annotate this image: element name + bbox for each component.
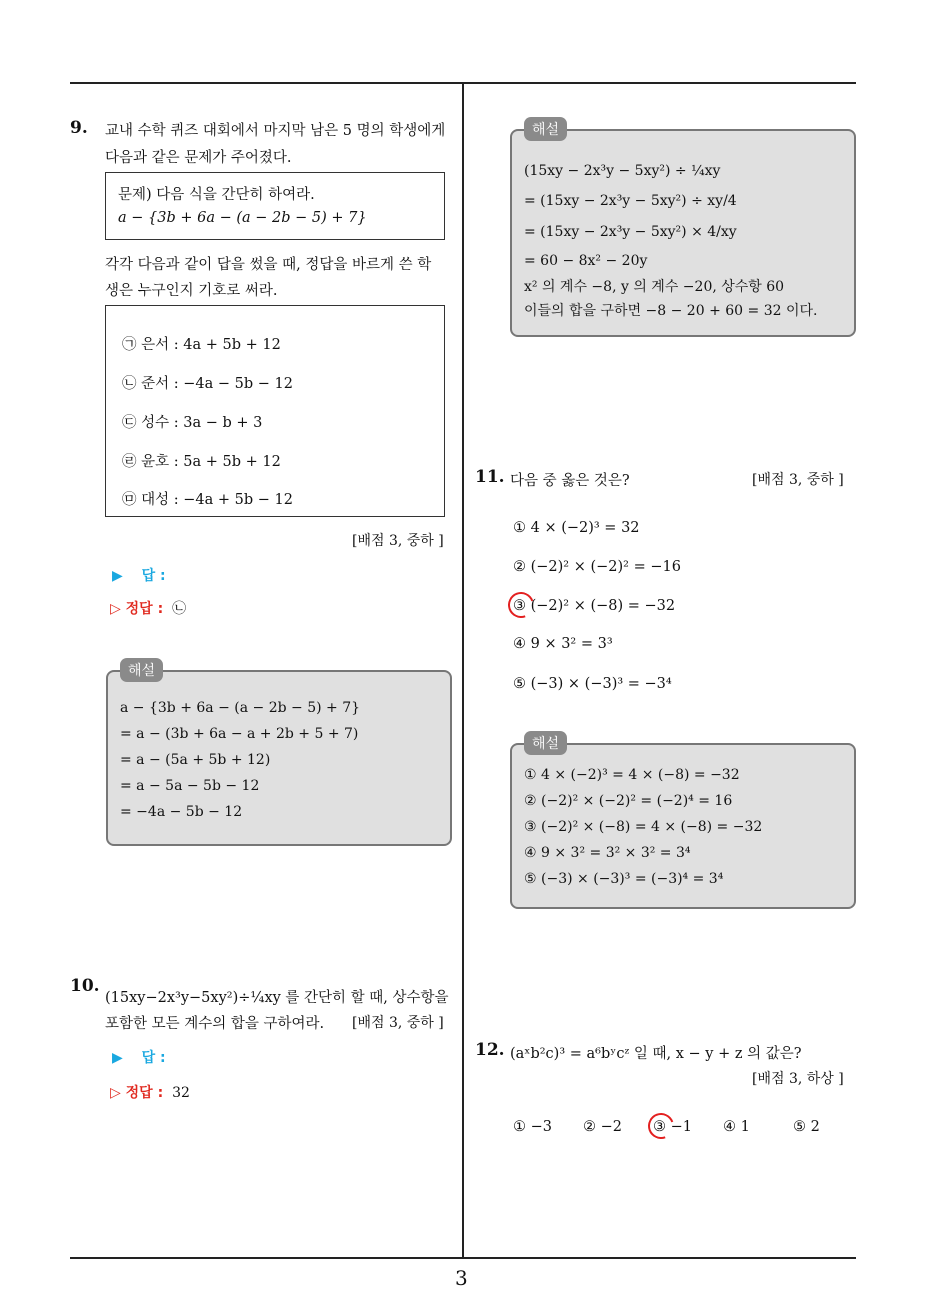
outline-arrow-icon: ▷ bbox=[110, 601, 121, 617]
q9-option-3 bbox=[122, 411, 262, 432]
q9-solution-line: = a − (5a + 5b + 12) bbox=[120, 752, 271, 768]
q9-option-symbol: ㉠ bbox=[122, 337, 137, 353]
q11-solution-line: ⑤ (−3) × (−3)³ = (−3)⁴ = 3⁴ bbox=[524, 871, 724, 887]
q10-meta: [배점 3, 중하 ] bbox=[352, 1015, 444, 1031]
q10-text-line2: 포함한 모든 계수의 합을 구하여라. bbox=[105, 1016, 325, 1032]
q9-option-text: 윤호 : 5a + 5b + 12 bbox=[141, 454, 281, 470]
q10-correct-value: 32 bbox=[172, 1085, 190, 1101]
q11-solution-box bbox=[510, 743, 856, 909]
q12-selected-circle-icon bbox=[644, 1109, 679, 1144]
q9-instr-line2: 생은 누구인지 기호로 써라. bbox=[105, 283, 278, 299]
q9-correct-value: ㉡ bbox=[172, 601, 187, 617]
q11-selected-circle-icon bbox=[504, 588, 539, 623]
q9-answer-label: 답 : bbox=[141, 568, 166, 584]
q9-solution-tag: 해설 bbox=[120, 658, 163, 682]
q9-number: 9. bbox=[70, 118, 88, 138]
q9-text-line1: 교내 수학 퀴즈 대회에서 마지막 남은 5 명의 학생에게 bbox=[105, 123, 446, 139]
q9-solution-line: a − {3b + 6a − (a − 2b − 5) + 7} bbox=[120, 700, 361, 716]
q10-answer-label: 답 : bbox=[141, 1050, 166, 1066]
q11-meta: [배점 3, 중하 ] bbox=[752, 472, 844, 488]
page-number: 3 bbox=[455, 1266, 468, 1290]
q9-option-symbol: ㉤ bbox=[122, 492, 137, 508]
q10-number: 10. bbox=[70, 976, 100, 996]
q12-choice-1[interactable]: ① −3 bbox=[513, 1119, 552, 1135]
q9-option-symbol: ㉡ bbox=[122, 376, 137, 392]
q9-option-2 bbox=[122, 372, 293, 393]
q11-solution-tag: 해설 bbox=[524, 731, 567, 755]
q12-number: 12. bbox=[475, 1040, 505, 1060]
q11-text: 다음 중 옳은 것은? bbox=[510, 473, 630, 489]
q10-solution-tag: 해설 bbox=[524, 117, 567, 141]
q11-solution-line: ③ (−2)² × (−8) = 4 × (−8) = −32 bbox=[524, 819, 763, 835]
q9-solution-line: = a − 5a − 5b − 12 bbox=[120, 778, 260, 794]
q11-choice-5[interactable]: ⑤ (−3) × (−3)³ = −3⁴ bbox=[513, 676, 672, 692]
q11-choice-1[interactable]: ① 4 × (−2)³ = 32 bbox=[513, 520, 640, 536]
q9-option-symbol: ㉢ bbox=[122, 415, 137, 431]
q10-solution-line: (15xy − 2x³y − 5xy²) ÷ ¼xy bbox=[524, 163, 721, 179]
q9-instr-line1: 각각 다음과 같이 답을 썼을 때, 정답을 바르게 쓴 학 bbox=[105, 257, 432, 273]
q9-correct-row bbox=[110, 598, 186, 618]
q9-problem-box bbox=[105, 172, 445, 240]
q9-correct-label: 정답 : bbox=[125, 601, 164, 617]
q10-answer-row bbox=[112, 1047, 166, 1067]
q9-solution-line: = a − (3b + 6a − a + 2b + 5 + 7) bbox=[120, 726, 359, 742]
outline-arrow-icon: ▷ bbox=[110, 1085, 121, 1101]
q9-problem-line1: 문제) 다음 식을 간단히 하여라. bbox=[118, 187, 315, 203]
q9-option-text: 준서 : −4a − 5b − 12 bbox=[141, 376, 293, 392]
q9-option-5 bbox=[122, 488, 293, 509]
q11-solution-line: ② (−2)² × (−2)² = (−2)⁴ = 16 bbox=[524, 793, 733, 809]
q10-solution-line: = (15xy − 2x³y − 5xy²) ÷ xy/4 bbox=[524, 193, 737, 209]
q9-problem-line2: a − {3b + 6a − (a − 2b − 5) + 7} bbox=[118, 210, 367, 226]
play-arrow-icon: ▶ bbox=[112, 568, 123, 584]
q9-meta: [배점 3, 중하 ] bbox=[352, 533, 444, 549]
q9-option-text: 대성 : −4a + 5b − 12 bbox=[141, 492, 293, 508]
q9-option-symbol: ㉣ bbox=[122, 454, 137, 470]
q12-choice-5[interactable]: ⑤ 2 bbox=[793, 1119, 820, 1135]
column-divider bbox=[462, 83, 464, 1258]
q10-solution-line: x² 의 계수 −8, y 의 계수 −20, 상수항 60 bbox=[524, 279, 785, 295]
q9-solution-line: = −4a − 5b − 12 bbox=[120, 804, 243, 820]
q9-answer-row bbox=[112, 565, 166, 585]
q10-correct-label: 정답 : bbox=[125, 1085, 164, 1101]
q9-options-box bbox=[105, 305, 445, 517]
q10-text-line1: (15xy−2x³y−5xy²)÷¼xy 를 간단히 할 때, 상수항을 bbox=[105, 990, 449, 1006]
q11-choice-3[interactable]: ③ (−2)² × (−8) = −32 bbox=[513, 598, 676, 614]
play-arrow-icon: ▶ bbox=[112, 1050, 123, 1066]
q9-option-1 bbox=[122, 333, 281, 354]
q12-text: (aˣb²c)³ = a⁶bʸcᶻ 일 때, x − y + z 의 값은? bbox=[510, 1046, 802, 1062]
q11-solution-line: ① 4 × (−2)³ = 4 × (−8) = −32 bbox=[524, 767, 740, 783]
q9-solution-box bbox=[106, 670, 452, 846]
q10-correct-row bbox=[110, 1082, 190, 1102]
q9-text-line2: 다음과 같은 문제가 주어졌다. bbox=[105, 150, 292, 166]
q11-solution-line: ④ 9 × 3² = 3² × 3² = 3⁴ bbox=[524, 845, 691, 861]
q11-choice-2[interactable]: ② (−2)² × (−2)² = −16 bbox=[513, 559, 681, 575]
q11-number: 11. bbox=[475, 467, 505, 487]
q12-choice-2[interactable]: ② −2 bbox=[583, 1119, 622, 1135]
q12-meta: [배점 3, 하상 ] bbox=[752, 1071, 844, 1087]
q12-choice-3[interactable]: ③ −1 bbox=[653, 1119, 692, 1135]
q9-option-text: 은서 : 4a + 5b + 12 bbox=[141, 337, 281, 353]
q10-solution-line: = (15xy − 2x³y − 5xy²) × 4/xy bbox=[524, 224, 737, 240]
q10-solution-line: = 60 − 8x² − 20y bbox=[524, 253, 648, 269]
q11-choice-4[interactable]: ④ 9 × 3² = 3³ bbox=[513, 636, 613, 652]
q10-solution-box bbox=[510, 129, 856, 337]
q9-option-text: 성수 : 3a − b + 3 bbox=[141, 415, 263, 431]
bottom-rule bbox=[70, 1257, 856, 1259]
q9-option-4 bbox=[122, 450, 281, 471]
q12-choice-4[interactable]: ④ 1 bbox=[723, 1119, 750, 1135]
q10-solution-line: 이들의 합을 구하면 −8 − 20 + 60 = 32 이다. bbox=[524, 303, 818, 319]
